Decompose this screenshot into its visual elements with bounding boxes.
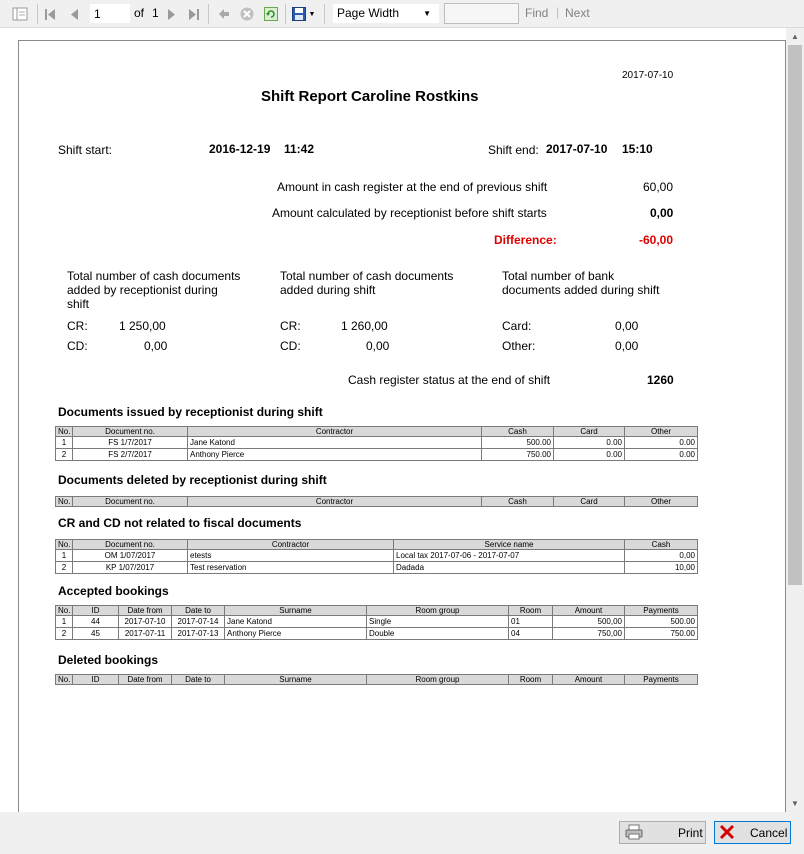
next-link[interactable]: Next <box>565 6 590 20</box>
issued-table <box>55 426 698 461</box>
table-row[interactable]: 2 KP 1/07/2017 Test reservation Dadada 10,00 <box>56 562 698 574</box>
back-icon[interactable] <box>216 0 232 28</box>
col1-cr-label: CR: <box>67 319 88 333</box>
col1-title: Total number of cash documents added by receptionist during shift <box>67 269 241 311</box>
scroll-down-icon[interactable]: ▼ <box>791 799 799 808</box>
col2-cr-value: 1 260,00 <box>341 319 388 333</box>
shift-end-label: Shift end: <box>488 143 539 157</box>
shift-end-date: 2017-07-10 <box>546 142 608 156</box>
dropdown-icon[interactable]: ▼ <box>308 10 316 18</box>
deleted-section-title: Documents deleted by receptionist during shift <box>58 473 327 487</box>
col2-title: Total number of cash documents added during shift <box>280 269 454 297</box>
scrollbar-thumb[interactable] <box>788 45 802 585</box>
report-viewer[interactable] <box>0 28 804 812</box>
col3-title: Total number of bank documents added during shift <box>502 269 660 297</box>
stop-icon[interactable] <box>238 0 256 28</box>
page-total: 1 <box>152 6 159 20</box>
dialog-footer <box>0 812 804 854</box>
crcd-section-title: CR and CD not related to fiscal documents <box>58 516 302 530</box>
table-row[interactable]: 2 45 2017-07-11 2017-07-13 Anthony Pierce Double 04 750,00 750.00 <box>56 628 698 640</box>
print-button[interactable] <box>619 821 706 844</box>
deleted-bookings-section-title: Deleted bookings <box>58 653 159 667</box>
cash-status-label: Cash register status at the end of shift <box>348 373 551 387</box>
accepted-section-title: Accepted bookings <box>58 584 169 598</box>
col2-cd-value: 0,00 <box>366 339 390 353</box>
col2-cr-label: CR: <box>280 319 301 333</box>
previous-page-icon[interactable] <box>66 0 82 28</box>
report-toolbar: 1 of 1 ▼ Page Width ▼ Find | Next <box>0 0 804 28</box>
issued-section-title: Documents issued by receptionist during shift <box>58 405 323 419</box>
table-row[interactable]: 1 OM 1/07/2017 etests Local tax 2017-07-06 - 2017-07-07 0,00 <box>56 550 698 562</box>
chevron-down-icon: ▼ <box>423 9 431 18</box>
prev-amount-label: Amount in cash register at the end of previous shift <box>277 180 548 194</box>
shift-start-label: Shift start: <box>58 143 113 157</box>
accepted-table <box>55 605 698 640</box>
table-header-row: No. Document no. Contractor Cash Card Other <box>56 427 698 437</box>
deleted-bookings-table <box>55 674 698 685</box>
table-header-row: No. ID Date from Date to Surname Room group Room Amount Payments <box>56 606 698 616</box>
table-row[interactable]: 1 44 2017-07-10 2017-07-14 Jane Katond Single 01 500,00 500.00 <box>56 616 698 628</box>
cash-status-value: 1260 <box>647 373 674 387</box>
table-row[interactable]: 1 FS 1/7/2017 Jane Katond 500.00 0.00 0.00 <box>56 437 698 449</box>
last-page-icon[interactable] <box>186 0 202 28</box>
table-header-row: No. ID Date from Date to Surname Room group Room Amount Payments <box>56 675 698 685</box>
col3-card-value: 0,00 <box>615 319 639 333</box>
page-of-label: of <box>134 6 145 20</box>
report-date: 2017-07-10 <box>622 70 674 81</box>
next-page-icon[interactable] <box>164 0 180 28</box>
crcd-table <box>55 539 698 574</box>
calc-amount-label: Amount calculated by receptionist before shift starts <box>272 206 547 220</box>
find-input[interactable] <box>444 3 519 24</box>
col2-cd-label: CD: <box>280 339 301 353</box>
col3-other-value: 0,00 <box>615 339 639 353</box>
col3-card-label: Card: <box>502 319 532 333</box>
scroll-up-icon[interactable]: ▲ <box>791 32 799 41</box>
document-map-icon[interactable] <box>8 0 32 28</box>
cancel-button[interactable] <box>714 821 791 844</box>
zoom-select[interactable] <box>333 4 439 23</box>
shift-start-time: 11:42 <box>284 142 315 156</box>
table-row[interactable]: 2 FS 2/7/2017 Anthony Pierce 750.00 0.00 0.00 <box>56 449 698 461</box>
col3-other-label: Other: <box>502 339 536 353</box>
deleted-table <box>55 496 698 507</box>
first-page-icon[interactable] <box>42 0 58 28</box>
prev-amount-value: 60,00 <box>643 180 674 194</box>
col1-cd-value: 0,00 <box>144 339 168 353</box>
report-title: Shift Report Caroline Rostkins <box>261 88 479 105</box>
col1-cd-label: CD: <box>67 339 88 353</box>
print-button-label: Print <box>678 826 703 840</box>
shift-end-time: 15:10 <box>622 142 653 156</box>
refresh-icon[interactable] <box>262 0 280 28</box>
vertical-scrollbar[interactable] <box>786 28 804 812</box>
report-page <box>18 40 786 825</box>
difference-label: Difference: <box>494 233 557 247</box>
difference-value: -60,00 <box>639 233 674 247</box>
table-header-row: No. Document no. Contractor Cash Card Other <box>56 497 698 507</box>
page-number-input[interactable] <box>90 4 130 23</box>
calc-amount-value: 0,00 <box>650 206 674 220</box>
close-icon <box>718 824 736 843</box>
printer-icon <box>625 824 643 843</box>
shift-start-date: 2016-12-19 <box>209 142 271 156</box>
zoom-value: Page Width <box>337 6 400 20</box>
find-link[interactable]: Find <box>525 6 549 20</box>
cancel-button-label: Cancel <box>750 826 788 840</box>
col1-cr-value: 1 250,00 <box>119 319 166 333</box>
table-header-row: No. Document no. Contractor Service name Cash <box>56 540 698 550</box>
